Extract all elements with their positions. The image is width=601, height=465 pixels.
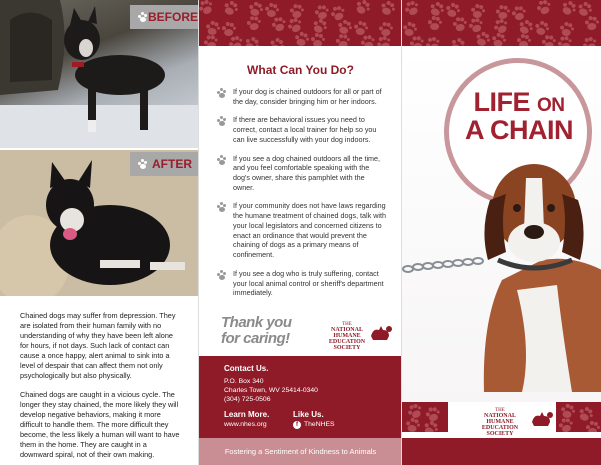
thank-you-line: for caring! <box>221 329 290 347</box>
logo-line: NATIONAL <box>484 413 516 419</box>
paw-print-icon <box>294 31 310 46</box>
facebook-icon: f <box>293 421 301 429</box>
list-item <box>217 87 387 106</box>
bottom-band <box>402 438 601 465</box>
paragraph: Chained dogs are caught in a vicious cycle. The longer they stay chained, the more likely they will develop negative behaviors, making it more difficult to handle them. The more difficult they become, the less likely a human will want to have them in the home. They are caught in a downward spiral, not of their own making. <box>20 390 180 459</box>
section-title: What Can You Do? <box>247 63 354 77</box>
tip-text: If you see a dog who is truly suffering, contact your local animal control or sheriff's department immediately. <box>233 268 384 298</box>
list-item <box>217 154 387 193</box>
paw-print-icon <box>535 0 553 16</box>
paw-print-icon <box>335 33 351 46</box>
after-label: AFTER <box>152 157 192 171</box>
before-label-tab <box>130 5 198 29</box>
paw-icon <box>138 12 144 22</box>
list-item <box>217 201 387 259</box>
tip-text: If your dog is chained outdoors for all or part of the day, consider bringing him or her indoors. <box>233 87 382 106</box>
thank-you-line: Thank you <box>221 314 292 331</box>
po-box: P.O. Box 340 <box>224 377 264 385</box>
paw-print-icon <box>222 0 240 17</box>
paw-print-icon <box>584 15 599 30</box>
logo-line: HUMANE <box>333 333 361 339</box>
phone-number: (304) 725-0506 <box>224 396 271 404</box>
paw-print-icon <box>541 34 557 46</box>
paw-print-icon <box>452 16 468 32</box>
after-photo <box>0 150 198 296</box>
contact-heading: Contact Us. <box>224 364 269 373</box>
paw-print-icon <box>422 419 440 432</box>
cover-title <box>454 88 584 145</box>
learn-more <box>224 410 269 428</box>
logo-line: EDUCATION <box>481 425 519 431</box>
paw-icon <box>138 159 148 169</box>
paw-print-icon <box>424 35 443 46</box>
cover-title-line: A CHAIN <box>465 115 573 146</box>
logo-the: THE <box>495 408 505 413</box>
paw-print-icon <box>491 32 507 46</box>
tip-text: If your community does not have laws regarding the humane treatment of chained dogs, talk with your local legislators and concerned citizens to enact an ordinance that would prevent the chaining of dogs as a primary means of confinement. <box>233 201 387 260</box>
paw-print-icon <box>246 15 262 31</box>
website-link[interactable]: www.nhes.org <box>224 421 267 428</box>
paw-print-icon <box>354 21 369 36</box>
paw-print-icon <box>222 22 236 36</box>
paragraph: Chained dogs may suffer from depression. They are isolated from their human family with no understanding of why they have been left alone for hours, if not days. Such lack of contact can cause a once happy, alert animal to sink into a level of despair that can affect them not only psychologically but also physically. <box>20 311 176 380</box>
paw-print-icon <box>560 0 579 17</box>
paw-print-icon <box>581 35 600 46</box>
thank-you-text <box>221 315 292 347</box>
tagline-bar <box>199 438 401 465</box>
tip-text: If you see a dog chained outdoors all the time, and you feel comfortable speaking with the dog's owner, share this pamphlet with the owner. <box>233 153 381 192</box>
learn-heading: Learn More. <box>224 410 270 419</box>
panel-before-after <box>0 0 198 465</box>
paw-icon <box>217 116 227 126</box>
depression-text <box>20 311 182 465</box>
paw-print-icon <box>265 3 280 18</box>
facebook-handle: TheNHES <box>304 421 335 428</box>
paw-print-icon <box>270 15 288 33</box>
contact-address <box>224 364 318 404</box>
paw-print-icon <box>311 33 325 46</box>
city-line: Charles Town, WV 25414-0340 <box>224 386 318 394</box>
nhes-logo <box>305 322 389 351</box>
paw-print-icon <box>586 421 600 432</box>
paw-print-band <box>402 0 601 46</box>
logo-line: EDUCATION <box>328 339 366 345</box>
paw-print-icon <box>449 36 468 46</box>
panel-what-can-you-do <box>198 0 401 465</box>
paw-print-icon <box>354 0 373 16</box>
paw-print-icon <box>474 30 491 46</box>
paw-icon <box>217 155 227 165</box>
logo-line: SOCIETY <box>333 345 361 351</box>
like-heading: Like Us. <box>293 410 324 419</box>
cover-title-line: LIFE ON <box>473 87 565 117</box>
paw-print-icon <box>517 34 531 46</box>
paw-print-icon <box>534 20 551 37</box>
paw-print-icon <box>445 2 462 19</box>
logo-line: HUMANE <box>486 419 514 425</box>
paw-print-icon <box>379 0 397 17</box>
animals-silhouette-icon <box>369 322 393 342</box>
paw-print-band <box>199 0 401 46</box>
paw-print-icon <box>405 417 421 432</box>
before-label: BEFORE <box>147 10 198 24</box>
animals-silhouette-icon <box>530 408 554 428</box>
paw-icon <box>217 270 227 280</box>
paw-print-icon <box>268 36 285 46</box>
before-photo <box>0 0 198 148</box>
list-item <box>217 115 387 144</box>
st-bernard-dog-illustration <box>462 160 601 392</box>
paw-print-icon <box>243 35 262 46</box>
tip-text: If there are behavioral issues you need to correct, contact a local trainer for help so you can live successfully with your dog indoors. <box>233 115 377 144</box>
facebook-link[interactable] <box>293 421 335 429</box>
like-us <box>293 410 335 429</box>
contact-box <box>199 356 401 438</box>
tips-list <box>217 87 387 307</box>
tagline: Fostering a Sentiment of Kindness to Animals <box>224 447 377 456</box>
paw-print-icon <box>402 0 421 18</box>
logo-line: NATIONAL <box>331 327 363 333</box>
panel-cover <box>401 0 601 465</box>
nhes-logo <box>450 408 550 437</box>
list-item <box>217 269 387 298</box>
paw-icon <box>217 202 227 212</box>
paw-icon <box>217 88 227 98</box>
logo-line: SOCIETY <box>486 431 514 437</box>
paw-print-icon <box>402 21 418 37</box>
after-label-tab <box>130 152 198 176</box>
paw-print-icon <box>199 0 216 17</box>
logo-the: THE <box>342 322 352 327</box>
paw-print-icon <box>428 16 442 30</box>
